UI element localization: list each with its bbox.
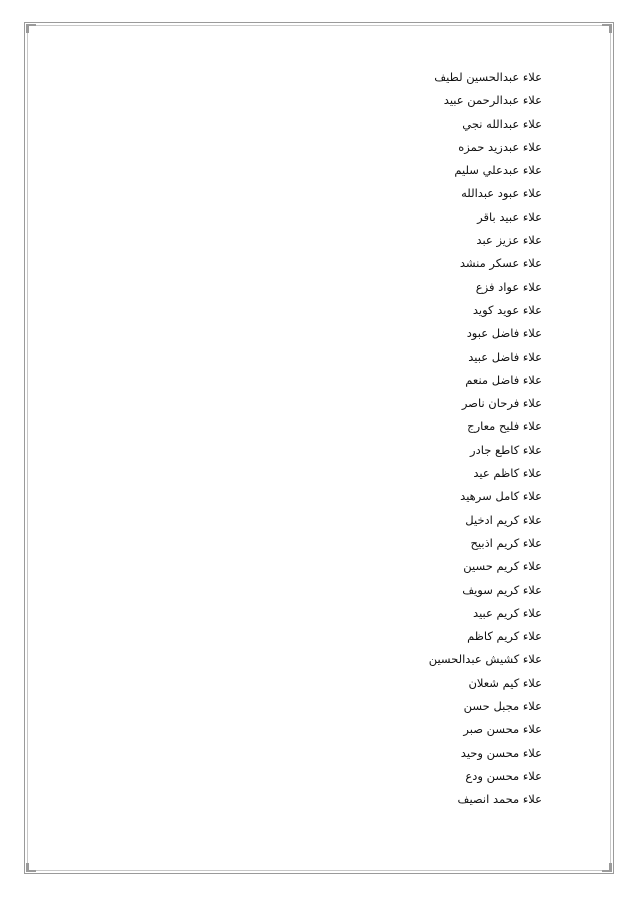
list-item: علاء مجبل حسن	[463, 699, 542, 714]
list-item: علاء عبدعلي سليم	[454, 163, 542, 178]
list-item: علاء كشيش عبدالحسين	[428, 652, 542, 667]
corner-ornament-icon	[26, 24, 36, 34]
list-item: علاء كريم اذبيح	[470, 535, 542, 550]
list-item: علاء عبود عبدالله	[461, 186, 542, 201]
list-item: علاء عويد كويد	[472, 302, 542, 317]
list-item: علاء فاضل منعم	[465, 372, 542, 387]
list-item: علاء عبدالرحمن عبيد	[443, 93, 542, 108]
list-item: علاء عزيز عبد	[476, 233, 542, 248]
list-item: علاء فاضل عبيد	[468, 349, 542, 364]
list-item: علاء كريم حسين	[463, 559, 542, 574]
list-item: علاء محمد انصيف	[457, 792, 542, 807]
list-item: علاء عبدالحسين لطيف	[434, 70, 542, 84]
list-item: علاء عبدالله نجي	[462, 116, 542, 131]
list-item: علاء كريم ادخيل	[465, 512, 542, 527]
list-item: علاء عواد فزع	[475, 279, 542, 294]
list-item: علاء كيم شعلان	[468, 675, 542, 690]
list-item: علاء كريم كاظم	[467, 629, 542, 644]
list-item: علاء فاضل عبود	[466, 326, 542, 341]
corner-ornament-icon	[602, 862, 612, 872]
list-item: علاء كريم عبيد	[473, 605, 542, 620]
list-item: علاء عبدزيد حمزه	[458, 139, 542, 154]
list-item: علاء كاظم عيد	[473, 466, 542, 481]
corner-ornament-icon	[602, 24, 612, 34]
list-item: علاء فرحان ناصر	[461, 396, 542, 411]
list-item: علاء محسن صبر	[463, 722, 542, 737]
names-list	[429, 66, 542, 812]
list-item: علاء محسن وحيد	[460, 745, 542, 760]
list-item: علاء كريم سويف	[462, 582, 542, 597]
corner-ornament-icon	[26, 862, 36, 872]
list-item: علاء كاطع جادر	[470, 442, 542, 457]
list-item: علاء محسن ودع	[465, 768, 542, 783]
list-item: علاء كامل سرهيد	[460, 489, 542, 504]
list-item: علاء عبيد باقر	[477, 209, 542, 224]
list-item: علاء فليح معارج	[467, 419, 542, 434]
list-item: علاء عسكر منشد	[459, 256, 542, 271]
